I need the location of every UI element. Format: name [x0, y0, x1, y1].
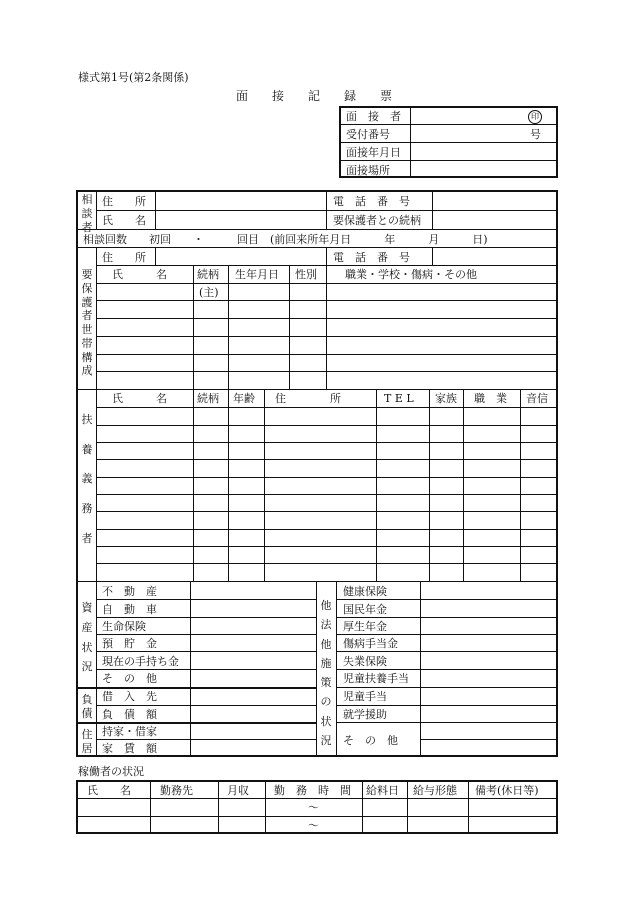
- asset-car: 自 動 車: [102, 603, 157, 616]
- law-health-insurance: 健康保険: [343, 585, 387, 598]
- debt-amount: 負 債 額: [102, 708, 157, 721]
- consultant-side-label: 相 談 者: [81, 193, 93, 234]
- household-address-label: 住 所: [102, 251, 146, 264]
- page-title: 面 接 記 録 票: [236, 89, 393, 103]
- household-col-name: 氏 名: [112, 268, 167, 281]
- law-other: そ の 他: [343, 734, 398, 747]
- household-col-birthdate: 生年月日: [235, 268, 279, 281]
- support-col-contact: 音信: [526, 392, 548, 405]
- asset-savings: 預 貯 金: [102, 637, 157, 650]
- household-col-occupation: 職業・学校・傷病・その他: [345, 268, 477, 281]
- consultant-name-label: 氏 名: [102, 214, 146, 227]
- law-national-pension: 国民年金: [343, 603, 387, 616]
- asset-other: そ の 他: [102, 672, 157, 685]
- workers-col-remarks: 備考(休日等): [475, 784, 539, 797]
- workers-col-name: 氏 名: [87, 784, 131, 797]
- workers-col-workplace: 勤務先: [160, 784, 193, 797]
- workers-row1-tilde: 〜: [308, 801, 319, 814]
- support-col-address: 住 所: [275, 392, 341, 405]
- consultant-relation-label: 要保護者との続柄: [333, 214, 421, 227]
- debt-lender: 借 入 先: [102, 690, 157, 703]
- support-side-label: 扶 養 義 務 者: [81, 413, 93, 545]
- household-head-relation: (主): [199, 286, 219, 299]
- interview-date-label: 面接年月日: [346, 146, 401, 159]
- household-phone-label: 電 話 番 号: [333, 251, 410, 264]
- consultant-address-label: 住 所: [102, 195, 146, 208]
- household-col-sex: 性別: [295, 268, 317, 281]
- household-side-label: 要 保 護 者 世 帯 構 成: [81, 268, 93, 378]
- law-sickness-allowance: 傷病手当金: [343, 637, 398, 650]
- law-unemployment-insurance: 失業保険: [343, 655, 387, 668]
- reception-number-suffix: 号: [530, 128, 541, 141]
- workers-col-payday: 給料日: [366, 784, 399, 797]
- workers-col-pay-type: 給与形態: [413, 784, 457, 797]
- consultant-phone-label: 電 話 番 号: [333, 195, 410, 208]
- housing-own-or-rent: 持家・借家: [102, 725, 157, 738]
- housing-side-label: 住 居: [81, 728, 93, 755]
- other-law-side-label: 他 法 他 施 策 の 状 況: [320, 599, 332, 747]
- reception-number-label: 受付番号: [346, 128, 390, 141]
- interviewer-label: 面 接 者: [346, 110, 401, 123]
- workers-row2-tilde: 〜: [308, 819, 319, 832]
- interview-place-label: 面接場所: [346, 164, 390, 177]
- form-number: 様式第1号(第2条関係): [78, 71, 189, 84]
- seal-mark: 印: [528, 110, 542, 124]
- housing-rent-amount: 家 賃 額: [102, 742, 157, 755]
- support-col-age: 年齢: [233, 392, 255, 405]
- law-welfare-pension: 厚生年金: [343, 620, 387, 633]
- support-col-family: 家族: [435, 392, 457, 405]
- asset-life-insurance: 生命保険: [102, 620, 146, 633]
- support-col-occupation: 職 業: [474, 392, 507, 405]
- support-col-relation: 続柄: [197, 392, 219, 405]
- workers-title: 稼働者の状況: [78, 765, 144, 778]
- assets-side-label: 資 産 状 況: [81, 601, 93, 674]
- household-col-relation: 続柄: [197, 268, 219, 281]
- law-child-allowance: 児童手当: [343, 690, 387, 703]
- asset-cash-on-hand: 現在の手持ち金: [102, 655, 179, 668]
- support-col-name: 氏 名: [112, 392, 167, 405]
- law-school-aid: 就学援助: [343, 708, 387, 721]
- support-col-tel: T E L: [384, 392, 414, 405]
- workers-col-monthly-income: 月収: [227, 784, 249, 797]
- consultation-count-line: 相談回数 初回 ・ 回目 (前回来所年月日 年 月 日): [83, 233, 488, 246]
- law-child-support-allowance: 児童扶養手当: [343, 672, 409, 685]
- debt-side-label: 負 債: [81, 693, 93, 720]
- workers-col-hours: 勤 務 時 間: [274, 784, 351, 797]
- asset-real-estate: 不 動 産: [102, 585, 157, 598]
